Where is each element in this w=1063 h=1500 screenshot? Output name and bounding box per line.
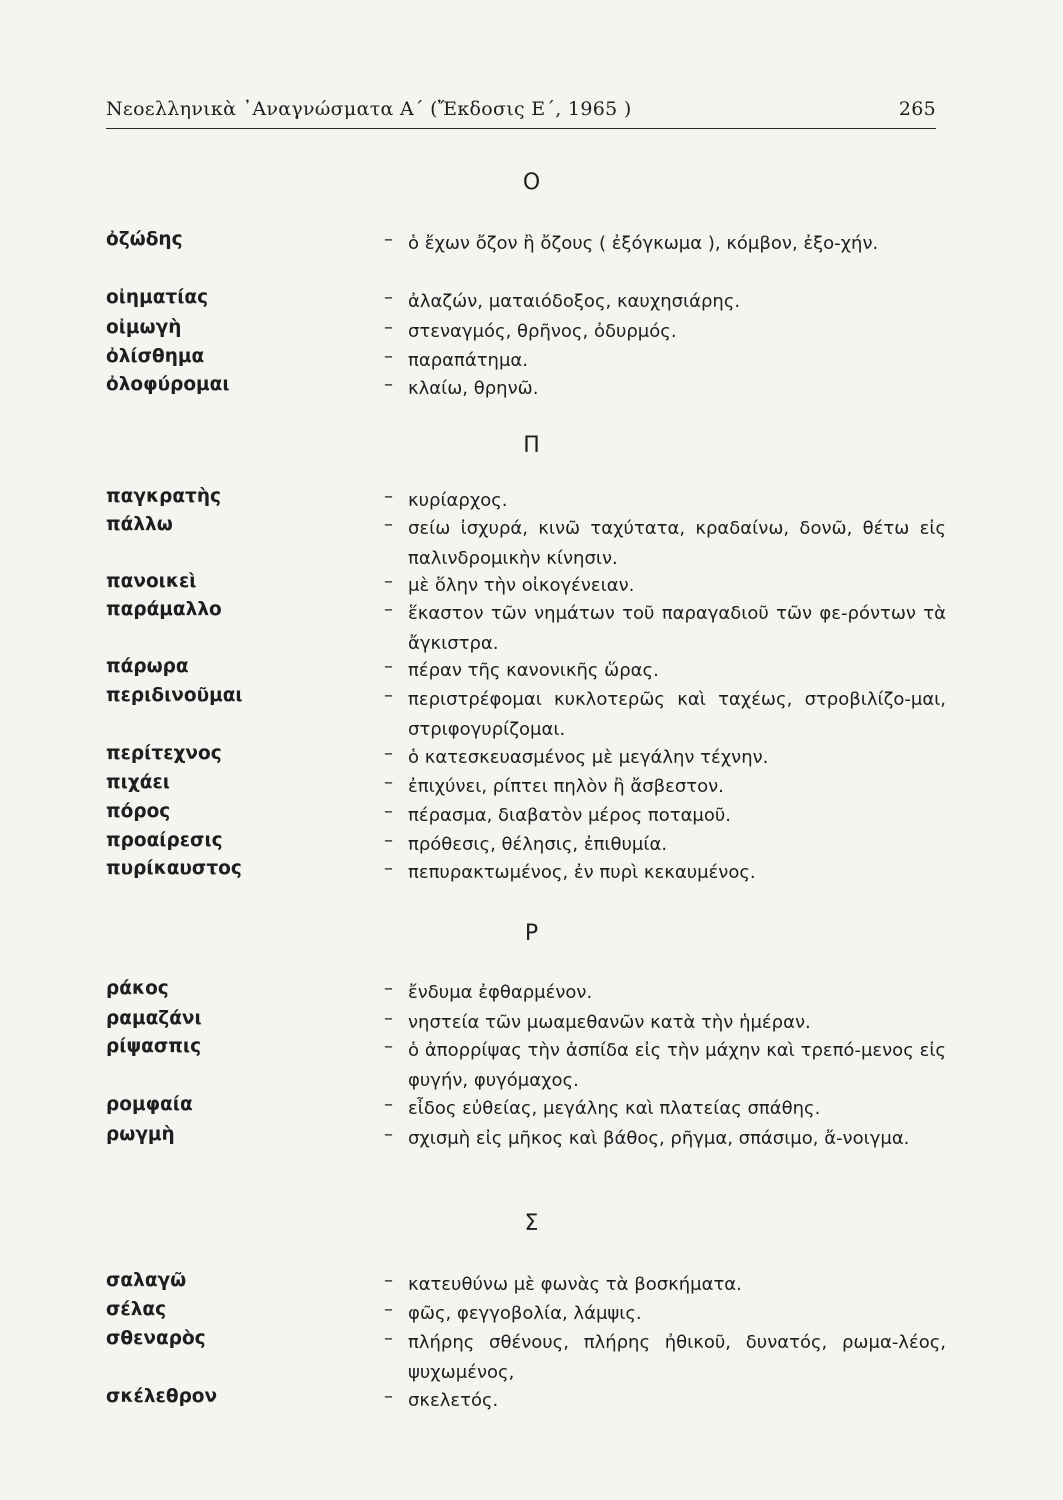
entry-dash: – (384, 1124, 393, 1145)
entry-definition: ἐπιχύνει, ρίπτει πηλὸν ἢ ἄσβεστον. (408, 776, 724, 797)
entry-dash: – (384, 571, 393, 592)
entry-definition: στεναγμός, θρῆνος, ὀδυρμός. (408, 321, 677, 342)
entry-definition: κλαίω, θρηνῶ. (408, 378, 539, 399)
entry-dash: – (384, 1270, 393, 1291)
section-letter-s: Σ (524, 1211, 539, 1236)
entry-definition: ἔνδυμα ἐφθαρμένον. (408, 982, 593, 1003)
entry-definition: ἀλαζών, ματαιόδοξος, καυχησιάρης. (408, 291, 741, 312)
entry-term: ὀλίσθημα (106, 346, 205, 367)
entry-dash: – (384, 229, 393, 250)
entry-dash: – (384, 1036, 393, 1057)
entry-dash: – (384, 858, 393, 879)
entry-term: ρωγμὴ (106, 1124, 175, 1145)
entry-definition: ὁ κατεσκευασμένος μὲ μεγάλην τέχνην. (408, 747, 769, 768)
entry-dash: – (384, 830, 393, 851)
entry-term: πιχάει (106, 772, 170, 793)
section-letter-p: Π (523, 433, 540, 458)
entry-definition: σχισμὴ εἰς μῆκος καὶ βάθος, ρῆγμα, σπάσιμο, ἄ-νοιγμα. (408, 1128, 910, 1149)
entry-term: οἰμωγὴ (106, 317, 182, 338)
entry-dash: – (384, 978, 393, 999)
entry-dash: – (384, 1299, 393, 1320)
entry-term: παράμαλλο (106, 599, 222, 620)
entry-definition: ὁ ἀπορρίψας τὴν ἀσπίδα εἰς τὴν μάχην καὶ τρεπό-μενος εἰς φυγήν, φυγόμαχος. (408, 1040, 946, 1091)
entry-definition: φῶς, φεγγοβολία, λάμψις. (408, 1303, 642, 1324)
entry-term: περιδινοῦμαι (106, 685, 243, 706)
entry-term: ράκος (106, 978, 169, 999)
entry-dash: – (384, 656, 393, 677)
entry-dash: – (384, 1328, 393, 1349)
section-letter-r: Ρ (524, 921, 539, 946)
entry-definition: εἶδος εὐθείας, μεγάλης καὶ πλατείας σπάθης. (408, 1098, 821, 1119)
entry-term: σκέλεθρον (106, 1386, 218, 1407)
entry-term: ὀζώδης (106, 229, 183, 250)
entry-term: σαλαγῶ (106, 1270, 187, 1291)
entry-dash: – (384, 772, 393, 793)
entry-term: πάλλω (106, 514, 173, 535)
entry-dash: – (384, 317, 393, 338)
entry-definition: παραπάτημα. (408, 350, 528, 371)
entry-dash: – (384, 1386, 393, 1407)
entry-dash: – (384, 374, 393, 395)
entry-term: ὀλοφύρομαι (106, 374, 230, 395)
entry-dash: – (384, 346, 393, 367)
entry-definition: πέρασμα, διαβατὸν μέρος ποταμοῦ. (408, 805, 732, 826)
page-number: 265 (898, 98, 936, 120)
entry-term: πανοικεὶ (106, 571, 197, 592)
entry-dash: – (384, 514, 393, 535)
entry-dash: – (384, 486, 393, 507)
entry-term: σθεναρὸς (106, 1328, 206, 1349)
page-header (106, 94, 936, 129)
entry-definition: πεπυρακτωμένος, ἐν πυρὶ κεκαυμένος. (408, 862, 756, 883)
entry-dash: – (384, 1008, 393, 1029)
entry-definition: μὲ ὅλην τὴν οἰκογένειαν. (408, 575, 635, 596)
entry-term: ρομφαία (106, 1094, 193, 1115)
entry-definition: πρόθεσις, θέλησις, ἐπιθυμία. (408, 834, 668, 855)
entry-term: πάρωρα (106, 656, 189, 677)
entry-term: σέλας (106, 1299, 167, 1320)
entry-term: πυρίκαυστος (106, 858, 242, 879)
entry-term: πόρος (106, 801, 171, 822)
entry-dash: – (384, 743, 393, 764)
entry-term: οἰηματίας (106, 287, 209, 308)
entry-term: ρίψασπις (106, 1036, 202, 1057)
entry-term: προαίρεσις (106, 830, 223, 851)
entry-definition: σκελετός. (408, 1390, 499, 1411)
running-title: Νεοελληνικὰ ᾿Αναγνώσματα Α΄ (Ἔκδοσις Ε΄, 1965 ) (106, 98, 632, 120)
entry-definition: πέραν τῆς κανονικῆς ὥρας. (408, 660, 659, 681)
entry-dash: – (384, 287, 393, 308)
entry-definition: κυρίαρχος. (408, 490, 508, 511)
entry-definition: περιστρέφομαι κυκλοτερῶς καὶ ταχέως, στροβιλίζο-μαι, στριφογυρίζομαι. (408, 689, 946, 740)
entry-dash: – (384, 685, 393, 706)
entry-definition: πλήρης σθένους, πλήρης ἠθικοῦ, δυνατός, ρωμα-λέος, ψυχωμένος, (408, 1332, 946, 1383)
entry-definition: σείω ἰσχυρά, κινῶ ταχύτατα, κραδαίνω, δονῶ, θέτω εἰς παλινδρομικὴν κίνησιν. (408, 518, 946, 569)
entry-dash: – (384, 599, 393, 620)
section-letter-o: Ο (522, 170, 541, 195)
entry-definition: νηστεία τῶν μωαμεθανῶν κατὰ τὴν ἡμέραν. (408, 1012, 811, 1033)
entry-definition: κατευθύνω μὲ φωνὰς τὰ βοσκήματα. (408, 1274, 742, 1295)
entry-term: ραμαζάνι (106, 1008, 202, 1029)
entry-definition: ὁ ἔχων ὄζον ἢ ὄζους ( ἐξόγκωμα ), κόμβον, ἐξο-χήν. (408, 233, 879, 254)
entry-definition: ἕκαστον τῶν νημάτων τοῦ παραγαδιοῦ τῶν φε-ρόντων τὰ ἄγκιστρα. (408, 603, 946, 654)
entry-dash: – (384, 801, 393, 822)
entry-term: παγκρατὴς (106, 486, 221, 507)
entry-dash: – (384, 1094, 393, 1115)
entry-term: περίτεχνος (106, 743, 222, 764)
